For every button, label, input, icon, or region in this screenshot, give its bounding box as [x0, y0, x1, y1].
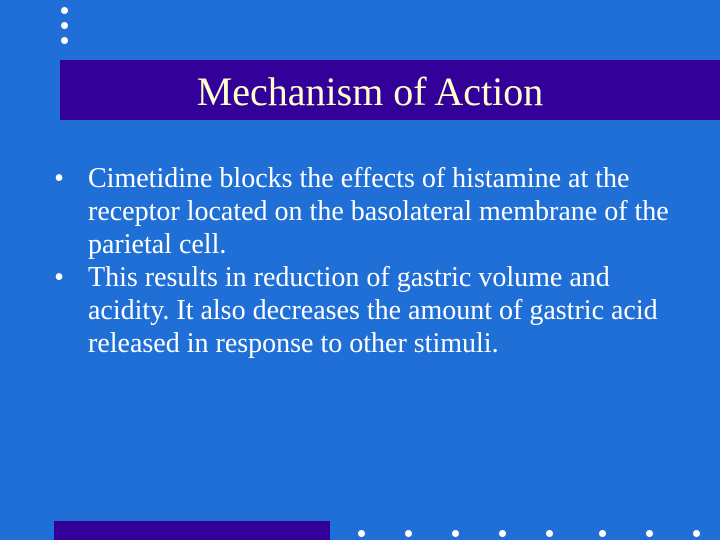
decorative-dot	[61, 22, 68, 29]
bullet-item	[30, 261, 690, 360]
footer-bar	[54, 521, 330, 540]
decorative-dot	[61, 37, 68, 44]
bullet-item	[30, 162, 690, 261]
decorative-dot	[693, 530, 700, 537]
bullet-list	[30, 162, 690, 360]
decorative-dot	[646, 530, 653, 537]
slide-title: Mechanism of Action	[196, 69, 544, 114]
decorative-dot	[405, 530, 412, 537]
bullet-text: This results in reduction of gastric volume and acidity. It also decreases the amount of gastric acid released in response to other stimuli.	[88, 262, 658, 359]
decorative-dot	[452, 530, 459, 537]
bullet-marker: •	[54, 262, 64, 293]
decorative-dot	[546, 530, 553, 537]
bullet-text: Cimetidine blocks the effects of histamine at the receptor located on the basolateral membrane of the parietal cell.	[88, 163, 669, 260]
title-bar	[60, 60, 720, 120]
decorative-dot	[358, 530, 365, 537]
decorative-dot	[61, 7, 68, 14]
bullet-marker: •	[54, 163, 64, 194]
decorative-dot	[599, 530, 606, 537]
decorative-dot	[499, 530, 506, 537]
